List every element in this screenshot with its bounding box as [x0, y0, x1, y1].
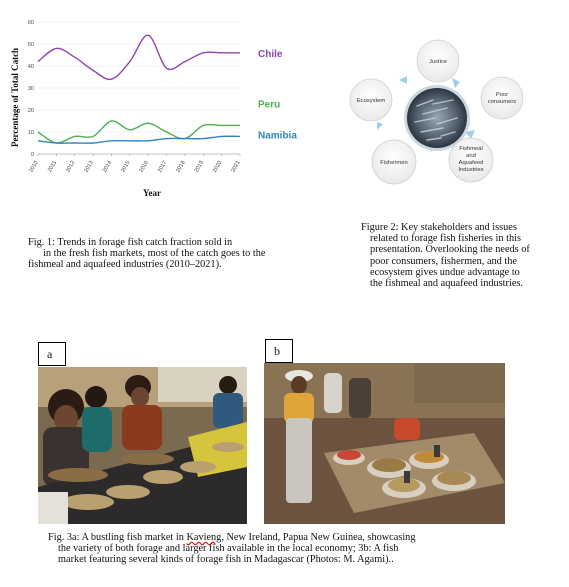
caption-line: presentation. Overlooking the needs of — [370, 244, 530, 256]
y-tick-label: 10 — [27, 130, 34, 136]
series-line-chile — [38, 35, 240, 79]
photo-label-b: b — [265, 339, 293, 363]
x-tick-label: 2015 — [120, 160, 132, 174]
y-tick-label: 0 — [30, 152, 34, 158]
caption-line: the variety of both forage and larger fish available in the local economy; 3b: A fish — [58, 543, 399, 555]
arrow-icon — [377, 122, 383, 130]
x-tick-label: 2016 — [138, 160, 150, 174]
node-label: Aquafeed — [458, 160, 484, 166]
x-tick-label: 2011 — [46, 160, 59, 174]
stakeholder-diagram — [337, 38, 547, 190]
x-tick-label: 2018 — [175, 160, 187, 174]
y-tick-label: 50 — [27, 42, 34, 48]
y-axis-title: Percentage of Total Catch — [10, 47, 20, 147]
chart-grid — [38, 22, 240, 156]
x-ticks — [28, 160, 241, 174]
node-justice — [417, 40, 459, 82]
arrow-icon — [452, 78, 460, 88]
node-label: and — [466, 153, 476, 159]
series-labels — [258, 49, 297, 142]
y-ticks — [28, 20, 34, 158]
caption-line: Fig. 1: Trends in forage fish catch fraction sold in — [28, 237, 233, 248]
x-tick-label: 2017 — [156, 160, 169, 174]
caption-text: , New Ireland, Papua New Guinea, showcasing — [221, 532, 416, 543]
caption-line: Figure 2: Key stakeholders and issues — [361, 222, 517, 233]
caption-line: the fishmeal and aquafeed industries. — [370, 278, 523, 290]
node-label: consumers — [487, 99, 517, 105]
x-tick-label: 2014 — [101, 160, 114, 174]
node-label: Poor — [495, 92, 509, 98]
node-label: Industries — [458, 167, 484, 173]
caption-text: Fig. 3a: A bustling fish market in — [48, 532, 187, 543]
caption-line: ecosystem gives undue advantage to — [370, 266, 520, 278]
caption-line: fishmeal and aquafeed industries (2010–2021). — [28, 259, 222, 271]
x-tick-label: 2013 — [83, 160, 95, 174]
x-axis-title: Year — [143, 188, 161, 198]
node-fishermen — [372, 140, 416, 184]
photo-madagascar-market — [264, 363, 505, 524]
caption-line — [48, 532, 415, 543]
series-label-chile: Chile — [258, 48, 283, 60]
node-label: Justice — [428, 59, 448, 65]
caption-line: related to forage fish fisheries in this — [370, 233, 521, 245]
node-label: Fishermen — [380, 160, 408, 166]
caption-line: poor consumers, fishermen, and the — [370, 255, 517, 267]
y-tick-label: 30 — [27, 86, 34, 92]
y-tick-label: 60 — [27, 20, 34, 26]
node-label: Fishmeal — [459, 146, 483, 152]
y-tick-label: 40 — [27, 64, 34, 70]
series-label-namibia: Namibia — [258, 130, 297, 142]
photo-fish-market-png — [38, 367, 247, 524]
x-tick-label: 2012 — [65, 160, 77, 174]
caption-line: market featuring several kinds of forage fish in Madagascar (Photos: M. Agami).. — [58, 554, 394, 566]
arrow-icon — [399, 76, 407, 84]
node-poor-consumers — [481, 77, 523, 119]
x-tick-label: 2021 — [230, 160, 242, 174]
caption-line: in the fresh fish markets, most of the catch goes to the — [43, 248, 266, 260]
figure3-caption — [48, 532, 518, 566]
figure1-caption — [28, 237, 318, 271]
series-label-peru: Peru — [258, 99, 281, 111]
node-label: Ecosystem — [356, 98, 386, 104]
photo-label-a: a — [38, 342, 66, 366]
figure1-chart — [0, 12, 297, 202]
node-fishmeal — [449, 138, 493, 182]
x-tick-label: 2010 — [28, 160, 40, 174]
caption-place: Kavieng — [186, 532, 222, 543]
x-tick-label: 2019 — [193, 160, 206, 174]
x-tick-label: 2020 — [212, 160, 224, 174]
node-ecosystem — [350, 79, 392, 121]
chart-series — [38, 35, 240, 143]
y-tick-label: 20 — [27, 108, 34, 114]
figure2-caption — [361, 222, 566, 289]
